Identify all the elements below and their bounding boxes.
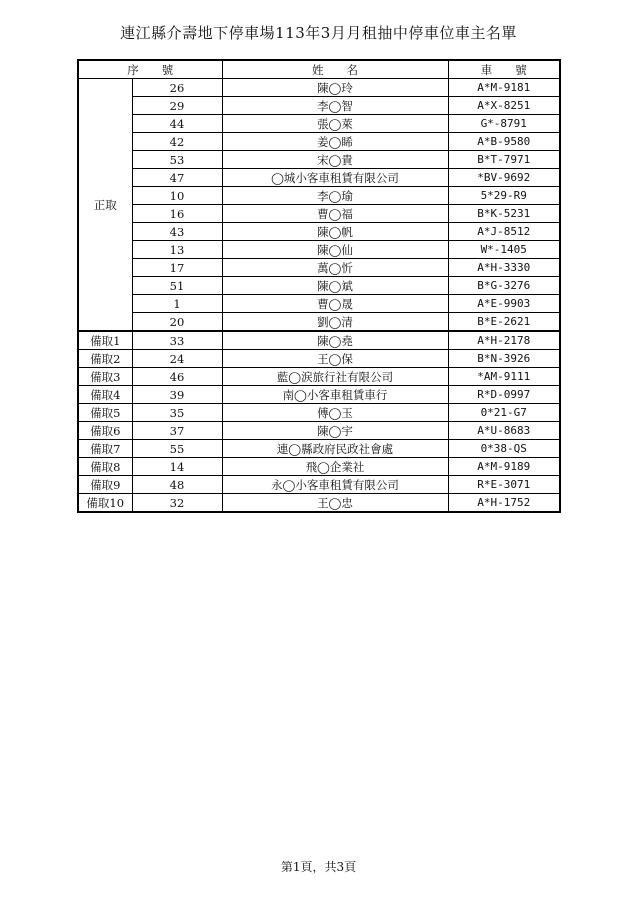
row-number: 14 bbox=[132, 458, 222, 476]
table-row bbox=[78, 440, 560, 458]
table-row bbox=[78, 295, 560, 313]
header-plate: 車 號 bbox=[448, 60, 560, 79]
document-title: 連江縣介壽地下停車場113年3月月租抽中停車位車主名單 bbox=[120, 24, 517, 42]
row-number: 1 bbox=[132, 295, 222, 313]
table-row bbox=[78, 133, 560, 151]
row-number: 20 bbox=[132, 313, 222, 332]
backup-label: 備取8 bbox=[78, 458, 132, 476]
table-row bbox=[78, 259, 560, 277]
table-row bbox=[78, 331, 560, 350]
row-plate: A*H-3330 bbox=[448, 259, 560, 277]
row-name: 陳◯堯 bbox=[222, 331, 448, 350]
main-group-label: 正取 bbox=[78, 79, 132, 332]
table-row bbox=[78, 368, 560, 386]
row-plate: 5*29-R9 bbox=[448, 187, 560, 205]
row-number: 37 bbox=[132, 422, 222, 440]
row-plate: *AM-9111 bbox=[448, 368, 560, 386]
header-serial: 序 號 bbox=[78, 60, 222, 79]
row-name: 李◯瑜 bbox=[222, 187, 448, 205]
table-row bbox=[78, 97, 560, 115]
row-name: 曹◯福 bbox=[222, 205, 448, 223]
row-plate: A*H-1752 bbox=[448, 494, 560, 513]
row-number: 10 bbox=[132, 187, 222, 205]
row-number: 35 bbox=[132, 404, 222, 422]
row-plate: B*E-2621 bbox=[448, 313, 560, 332]
row-number: 29 bbox=[132, 97, 222, 115]
row-name: ◯城小客車租賃有限公司 bbox=[222, 169, 448, 187]
row-name: 宋◯貴 bbox=[222, 151, 448, 169]
row-number: 43 bbox=[132, 223, 222, 241]
backup-label: 備取2 bbox=[78, 350, 132, 368]
row-number: 24 bbox=[132, 350, 222, 368]
row-name: 藍◯涙旅行社有限公司 bbox=[222, 368, 448, 386]
backup-label: 備取10 bbox=[78, 494, 132, 513]
parking-winners-table bbox=[77, 59, 561, 513]
row-name: 張◯萊 bbox=[222, 115, 448, 133]
row-number: 13 bbox=[132, 241, 222, 259]
row-number: 42 bbox=[132, 133, 222, 151]
table-row bbox=[78, 187, 560, 205]
row-name: 永◯小客車租賃有限公司 bbox=[222, 476, 448, 494]
row-name: 陳◯帆 bbox=[222, 223, 448, 241]
row-name: 姜◯睎 bbox=[222, 133, 448, 151]
row-plate: G*-8791 bbox=[448, 115, 560, 133]
table-row bbox=[78, 151, 560, 169]
row-plate: A*X-8251 bbox=[448, 97, 560, 115]
row-number: 16 bbox=[132, 205, 222, 223]
main-selection-body bbox=[78, 79, 560, 332]
row-plate: A*J-8512 bbox=[448, 223, 560, 241]
backup-label: 備取9 bbox=[78, 476, 132, 494]
row-number: 44 bbox=[132, 115, 222, 133]
row-plate: A*M-9189 bbox=[448, 458, 560, 476]
row-name: 王◯忠 bbox=[222, 494, 448, 513]
header-name: 姓 名 bbox=[222, 60, 448, 79]
table-row bbox=[78, 494, 560, 513]
row-plate: A*U-8683 bbox=[448, 422, 560, 440]
row-number: 51 bbox=[132, 277, 222, 295]
row-plate: A*B-9580 bbox=[448, 133, 560, 151]
table-row bbox=[78, 422, 560, 440]
table-header-row bbox=[78, 60, 560, 79]
row-name: 劉◯清 bbox=[222, 313, 448, 332]
backup-label: 備取1 bbox=[78, 331, 132, 350]
table-row bbox=[78, 169, 560, 187]
row-number: 55 bbox=[132, 440, 222, 458]
backup-selection-body bbox=[78, 331, 560, 512]
table-row bbox=[78, 241, 560, 259]
row-number: 48 bbox=[132, 476, 222, 494]
row-name: 李◯智 bbox=[222, 97, 448, 115]
backup-label: 備取4 bbox=[78, 386, 132, 404]
row-number: 53 bbox=[132, 151, 222, 169]
table-row bbox=[78, 476, 560, 494]
row-number: 33 bbox=[132, 331, 222, 350]
row-name: 萬◯忻 bbox=[222, 259, 448, 277]
row-plate: A*H-2178 bbox=[448, 331, 560, 350]
table-row bbox=[78, 458, 560, 476]
row-plate: A*M-9181 bbox=[448, 79, 560, 97]
row-name: 曹◯晟 bbox=[222, 295, 448, 313]
table-row bbox=[78, 79, 560, 97]
table-row bbox=[78, 313, 560, 332]
row-name: 陳◯宇 bbox=[222, 422, 448, 440]
table-row bbox=[78, 277, 560, 295]
row-plate: 0*38-QS bbox=[448, 440, 560, 458]
table-row bbox=[78, 115, 560, 133]
backup-label: 備取7 bbox=[78, 440, 132, 458]
row-number: 17 bbox=[132, 259, 222, 277]
row-plate: R*E-3071 bbox=[448, 476, 560, 494]
backup-label: 備取3 bbox=[78, 368, 132, 386]
row-plate: B*K-5231 bbox=[448, 205, 560, 223]
row-name: 陳◯玲 bbox=[222, 79, 448, 97]
row-number: 47 bbox=[132, 169, 222, 187]
row-name: 王◯保 bbox=[222, 350, 448, 368]
table-row bbox=[78, 386, 560, 404]
row-plate: A*E-9903 bbox=[448, 295, 560, 313]
row-plate: 0*21-G7 bbox=[448, 404, 560, 422]
page-footer: 第1頁，共3頁 bbox=[280, 860, 357, 874]
backup-label: 備取6 bbox=[78, 422, 132, 440]
row-number: 26 bbox=[132, 79, 222, 97]
row-name: 傅◯玉 bbox=[222, 404, 448, 422]
row-plate: B*G-3276 bbox=[448, 277, 560, 295]
row-name: 陳◯斌 bbox=[222, 277, 448, 295]
row-name: 飛◯企業社 bbox=[222, 458, 448, 476]
row-name: 南◯小客車租賃車行 bbox=[222, 386, 448, 404]
row-number: 39 bbox=[132, 386, 222, 404]
backup-label: 備取5 bbox=[78, 404, 132, 422]
table-row bbox=[78, 350, 560, 368]
row-name: 連◯縣政府民政社會處 bbox=[222, 440, 448, 458]
row-plate: B*T-7971 bbox=[448, 151, 560, 169]
row-number: 46 bbox=[132, 368, 222, 386]
row-plate: B*N-3926 bbox=[448, 350, 560, 368]
row-name: 陳◯仙 bbox=[222, 241, 448, 259]
table-row bbox=[78, 404, 560, 422]
table-row bbox=[78, 205, 560, 223]
table-row bbox=[78, 223, 560, 241]
row-plate: W*-1405 bbox=[448, 241, 560, 259]
row-plate: *BV-9692 bbox=[448, 169, 560, 187]
row-number: 32 bbox=[132, 494, 222, 513]
row-plate: R*D-0997 bbox=[448, 386, 560, 404]
